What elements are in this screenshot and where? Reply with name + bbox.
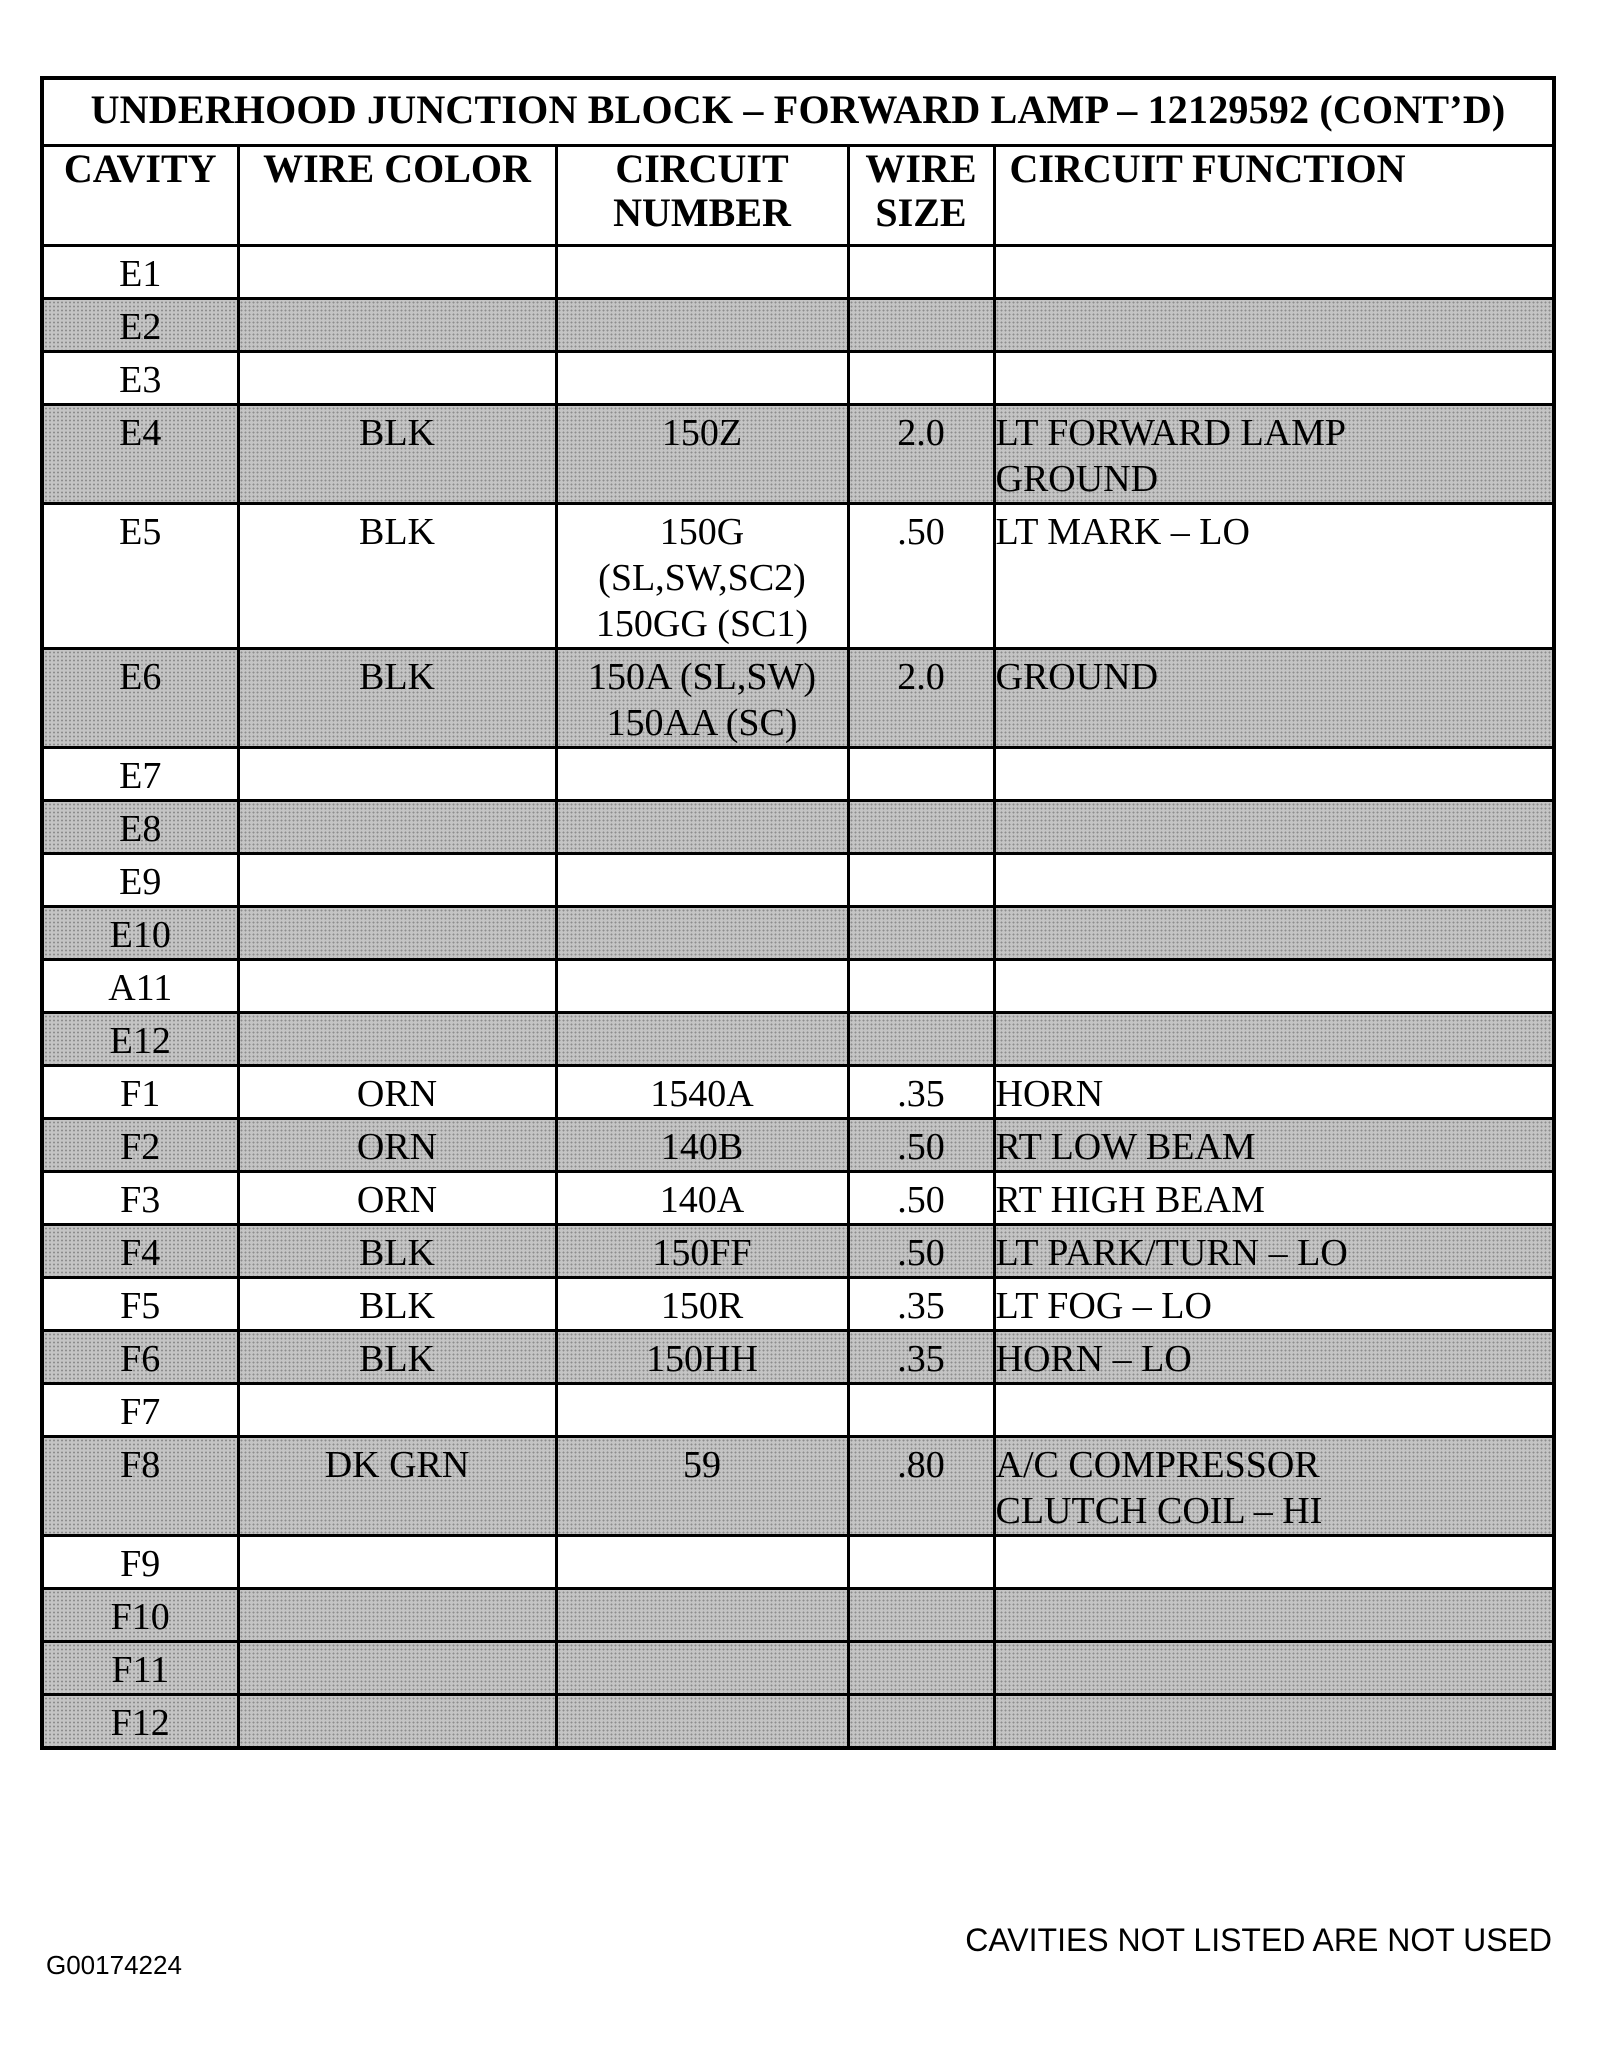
table-row <box>42 405 1554 504</box>
cell-wire-size: .50 <box>848 1119 994 1172</box>
table-row <box>42 1384 1554 1437</box>
cell-line: GROUND <box>995 458 1159 500</box>
table-row <box>42 649 1554 748</box>
cell-cavity: E8 <box>42 801 238 854</box>
cell-circuit-number <box>556 405 848 504</box>
cell-wire-color <box>238 1013 556 1066</box>
column-header-text: CIRCUIT FUNCTION <box>1009 146 1406 191</box>
cell-cavity: F1 <box>42 1066 238 1119</box>
cell-wire-size <box>848 1695 994 1749</box>
table-row <box>42 1331 1554 1384</box>
cell-wire-size: .50 <box>848 1225 994 1278</box>
cell-wire-color <box>238 352 556 405</box>
cell-wire-color <box>238 748 556 801</box>
cell-line: 140B <box>660 1126 744 1168</box>
cell-wire-color <box>238 299 556 352</box>
cell-line: 150FF <box>652 1232 752 1274</box>
cell-line: 59 <box>683 1444 721 1486</box>
cell-circuit-function <box>994 1278 1554 1331</box>
cell-cavity: E10 <box>42 907 238 960</box>
cell-line: (SL,SW,SC2) <box>598 557 806 599</box>
cell-circuit-number <box>556 748 848 801</box>
cell-wire-color: BLK <box>238 1331 556 1384</box>
cell-wire-size: 2.0 <box>848 405 994 504</box>
cell-wire-size: .50 <box>848 1172 994 1225</box>
cell-wire-color: ORN <box>238 1172 556 1225</box>
column-header-circuit-number <box>556 146 848 246</box>
column-header-wire-color <box>238 146 556 246</box>
cell-circuit-number <box>556 1278 848 1331</box>
table-row <box>42 1589 1554 1642</box>
cell-cavity: E3 <box>42 352 238 405</box>
table-row <box>42 801 1554 854</box>
cell-cavity: E1 <box>42 246 238 299</box>
cell-circuit-number <box>556 1642 848 1695</box>
cell-wire-size: .80 <box>848 1437 994 1536</box>
cell-circuit-function <box>994 907 1554 960</box>
cell-circuit-function <box>994 1331 1554 1384</box>
table-row <box>42 1172 1554 1225</box>
cell-wire-color <box>238 1536 556 1589</box>
cell-cavity: F11 <box>42 1642 238 1695</box>
column-header-text: WIRE COLOR <box>263 146 531 191</box>
table-row <box>42 1066 1554 1119</box>
cell-circuit-function <box>994 1536 1554 1589</box>
table-row <box>42 1642 1554 1695</box>
column-header-text: NUMBER <box>613 190 791 235</box>
cell-line: LT PARK/TURN – LO <box>995 1232 1348 1274</box>
cell-cavity: F12 <box>42 1695 238 1749</box>
cell-circuit-number <box>556 1589 848 1642</box>
table-row <box>42 1225 1554 1278</box>
column-header-row <box>42 146 1554 246</box>
cell-circuit-number <box>556 960 848 1013</box>
cell-circuit-number <box>556 246 848 299</box>
cell-wire-color <box>238 1642 556 1695</box>
cell-circuit-number <box>556 1437 848 1536</box>
cell-circuit-number <box>556 299 848 352</box>
column-header-text: CIRCUIT <box>615 146 789 191</box>
cell-circuit-number <box>556 907 848 960</box>
cell-wire-size <box>848 246 994 299</box>
cell-circuit-function <box>994 1384 1554 1437</box>
cell-wire-color: BLK <box>238 1225 556 1278</box>
cell-circuit-number <box>556 1119 848 1172</box>
cell-cavity: E9 <box>42 854 238 907</box>
cell-circuit-function <box>994 1172 1554 1225</box>
cell-circuit-number <box>556 1225 848 1278</box>
cell-wire-color: BLK <box>238 649 556 748</box>
cell-circuit-function <box>994 1066 1554 1119</box>
table-row <box>42 504 1554 649</box>
cell-circuit-function <box>994 405 1554 504</box>
cell-line: 150AA (SC) <box>606 702 798 744</box>
cell-wire-size <box>848 801 994 854</box>
table-row <box>42 246 1554 299</box>
cell-cavity: E7 <box>42 748 238 801</box>
cell-line: 150HH <box>646 1338 758 1380</box>
cell-line: CLUTCH COIL – HI <box>995 1490 1323 1532</box>
cell-wire-size <box>848 907 994 960</box>
cell-wire-color: ORN <box>238 1066 556 1119</box>
cell-circuit-number <box>556 1172 848 1225</box>
cell-wire-size <box>848 352 994 405</box>
cell-wire-size <box>848 1384 994 1437</box>
cell-line: 150GG (SC1) <box>595 603 809 645</box>
column-header-text: WIRE <box>865 146 977 191</box>
cell-circuit-number <box>556 1536 848 1589</box>
cell-line: RT LOW BEAM <box>995 1126 1256 1168</box>
cell-circuit-function <box>994 1013 1554 1066</box>
cell-line: RT HIGH BEAM <box>995 1179 1265 1221</box>
table-row <box>42 907 1554 960</box>
cell-wire-size: .35 <box>848 1331 994 1384</box>
cell-circuit-function <box>994 1225 1554 1278</box>
cell-circuit-function <box>994 1695 1554 1749</box>
cell-wire-size <box>848 854 994 907</box>
cell-wire-color: DK GRN <box>238 1437 556 1536</box>
cell-circuit-number <box>556 1384 848 1437</box>
cell-cavity: F5 <box>42 1278 238 1331</box>
table-row <box>42 748 1554 801</box>
cell-wire-color <box>238 854 556 907</box>
cell-cavity: F2 <box>42 1119 238 1172</box>
table-row <box>42 854 1554 907</box>
cell-wire-color <box>238 1695 556 1749</box>
cell-wire-color: ORN <box>238 1119 556 1172</box>
cell-wire-color: BLK <box>238 1278 556 1331</box>
table-row <box>42 1437 1554 1536</box>
cell-circuit-number <box>556 649 848 748</box>
table-row <box>42 1278 1554 1331</box>
cell-cavity: F6 <box>42 1331 238 1384</box>
cell-cavity: F8 <box>42 1437 238 1536</box>
cell-circuit-number <box>556 801 848 854</box>
cell-line: HORN <box>995 1073 1104 1115</box>
cell-line: 150A (SL,SW) <box>588 656 816 698</box>
cell-circuit-function <box>994 1437 1554 1536</box>
cell-wire-size <box>848 1589 994 1642</box>
cell-line: A/C COMPRESSOR <box>995 1444 1320 1486</box>
column-header-text: CAVITY <box>63 146 217 191</box>
cell-line: 150R <box>660 1285 744 1327</box>
cell-wire-size <box>848 960 994 1013</box>
cell-wire-color <box>238 1384 556 1437</box>
cell-line: LT FORWARD LAMP <box>995 412 1347 454</box>
cell-circuit-function <box>994 1642 1554 1695</box>
cell-line: 150G <box>659 511 745 553</box>
cell-wire-size <box>848 748 994 801</box>
cavity-table <box>40 76 1556 1750</box>
cell-line: LT FOG – LO <box>995 1285 1212 1327</box>
cell-cavity: F10 <box>42 1589 238 1642</box>
table-body <box>42 246 1554 1749</box>
cell-wire-size <box>848 1536 994 1589</box>
table-title: UNDERHOOD JUNCTION BLOCK – FORWARD LAMP – 12129592 (CONT’D) <box>42 78 1554 146</box>
cell-circuit-function <box>994 1119 1554 1172</box>
cell-circuit-number <box>556 1331 848 1384</box>
cell-wire-size: .35 <box>848 1278 994 1331</box>
footnote: CAVITIES NOT LISTED ARE NOT USED <box>965 1922 1552 1958</box>
cell-cavity: F9 <box>42 1536 238 1589</box>
cell-wire-color <box>238 960 556 1013</box>
cell-wire-size <box>848 1013 994 1066</box>
cell-wire-color <box>238 246 556 299</box>
cell-wire-size <box>848 299 994 352</box>
table-row <box>42 1119 1554 1172</box>
cell-circuit-function <box>994 246 1554 299</box>
connector-table-sheet <box>40 76 1552 1750</box>
cell-wire-color <box>238 801 556 854</box>
cell-wire-size: .35 <box>848 1066 994 1119</box>
cell-circuit-function <box>994 352 1554 405</box>
column-header-text: SIZE <box>875 190 967 235</box>
cell-circuit-function <box>994 299 1554 352</box>
column-header-cavity <box>42 146 238 246</box>
cell-wire-color <box>238 1589 556 1642</box>
cell-circuit-number <box>556 504 848 649</box>
cell-wire-size: 2.0 <box>848 649 994 748</box>
cell-cavity: F7 <box>42 1384 238 1437</box>
table-row <box>42 960 1554 1013</box>
column-header-circuit-function <box>994 146 1554 246</box>
cell-cavity: F3 <box>42 1172 238 1225</box>
table-row <box>42 1536 1554 1589</box>
cell-line: LT MARK – LO <box>995 511 1250 553</box>
document-id: G00174224 <box>46 1950 182 1980</box>
cell-wire-color: BLK <box>238 504 556 649</box>
cell-cavity: E12 <box>42 1013 238 1066</box>
cell-cavity: F4 <box>42 1225 238 1278</box>
cell-line: 150Z <box>661 412 743 454</box>
cell-circuit-function <box>994 801 1554 854</box>
cell-circuit-function <box>994 854 1554 907</box>
column-header-wire-size <box>848 146 994 246</box>
cell-wire-size: .50 <box>848 504 994 649</box>
cell-cavity: E4 <box>42 405 238 504</box>
table-row <box>42 1013 1554 1066</box>
cell-line: HORN – LO <box>995 1338 1192 1380</box>
cell-cavity: E2 <box>42 299 238 352</box>
table-row <box>42 299 1554 352</box>
cell-circuit-function <box>994 960 1554 1013</box>
cell-circuit-number <box>556 854 848 907</box>
cell-circuit-function <box>994 1589 1554 1642</box>
cell-line: 1540A <box>650 1073 754 1115</box>
cell-circuit-function <box>994 748 1554 801</box>
cell-line: 140A <box>659 1179 745 1221</box>
cell-circuit-function <box>994 504 1554 649</box>
table-row <box>42 352 1554 405</box>
cell-circuit-number <box>556 352 848 405</box>
table-row <box>42 1695 1554 1749</box>
cell-circuit-number <box>556 1695 848 1749</box>
cell-cavity: E5 <box>42 504 238 649</box>
cell-cavity: E6 <box>42 649 238 748</box>
cell-wire-color: BLK <box>238 405 556 504</box>
cell-wire-color <box>238 907 556 960</box>
cell-line: GROUND <box>995 656 1159 698</box>
cell-circuit-function <box>994 649 1554 748</box>
cell-cavity: A11 <box>42 960 238 1013</box>
cell-circuit-number <box>556 1013 848 1066</box>
cell-wire-size <box>848 1642 994 1695</box>
cell-circuit-number <box>556 1066 848 1119</box>
